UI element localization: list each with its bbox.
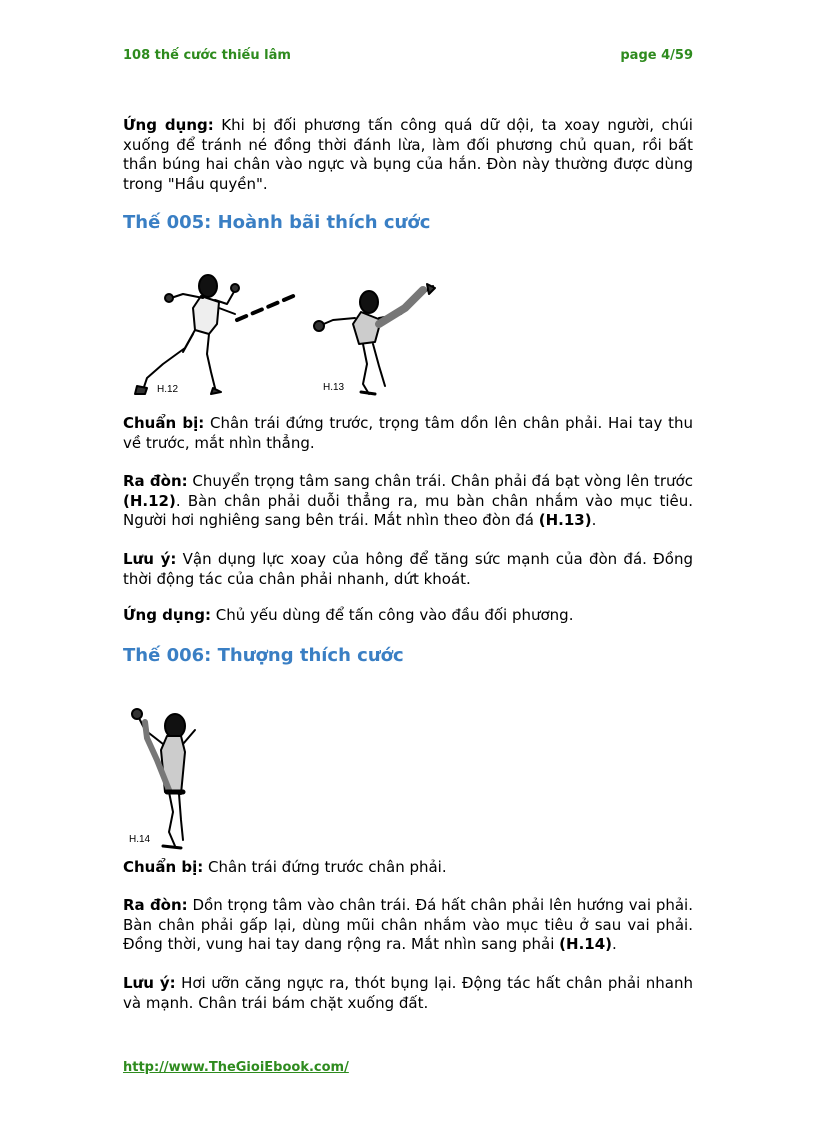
strike-paragraph-006 — [123, 896, 693, 955]
application-paragraph-004 — [123, 116, 693, 194]
book-title: 108 thế cước thiếu lâm — [123, 48, 291, 63]
prep-text: Chân trái đứng trước chân phải. — [203, 858, 447, 876]
strike-text-part3: . — [591, 511, 597, 529]
application-label: Ứng dụng: — [123, 116, 214, 134]
prep-text: Chân trái đứng trước, trọng tâm dồn lên chân phải. Hai tay thu về trước, mắt nhìn thẳng. — [123, 414, 693, 452]
strike-paragraph-005 — [123, 472, 693, 531]
application-paragraph-005 — [123, 606, 693, 626]
note-label: Lưu ý: — [123, 974, 176, 992]
strike-text-part2: . Bàn chân phải duỗi thẳng ra, mu bàn chân nhắm vào mục tiêu. Người hơi nghiêng sang bên trái. Mắt nhìn theo đòn đá — [123, 491, 693, 529]
note-label: Lưu ý: — [123, 550, 177, 568]
strike-text-part2: . — [612, 935, 617, 953]
strike-text-part1: Dồn trọng tâm vào chân trái. Đá hất chân phải lên hướng vai phải. Bàn chân phải gấp lại, dùng mũi chân nhắm vào mục tiêu ở sau vai phải. Đồng thời, vung hai tay dang rộng ra. Mắt nhìn sang phải — [123, 896, 693, 953]
figure-ref-h13: (H.13) — [538, 511, 592, 529]
prep-paragraph-005 — [123, 414, 693, 453]
figure-label-h14: H.14 — [129, 834, 151, 845]
application-text: Chủ yếu dùng để tấn công vào đầu đối phương. — [211, 606, 574, 624]
page-number: page 4/59 — [620, 48, 693, 63]
figure-h12-h13 — [123, 268, 443, 400]
prep-label: Chuẩn bị: — [123, 414, 205, 432]
strike-label: Ra đòn: — [123, 472, 188, 490]
application-text: Khi bị đối phương tấn công quá dữ dội, ta xoay người, chúi xuống để tránh né đồng thời đánh lừa, làm đối phương chủ quan, rồi bất thần búng hai chân vào ngực và bụng của hắn. Đòn này thường được dùng trong "Hầu quyền". — [123, 116, 693, 193]
kick-illustration-h14 — [123, 700, 213, 852]
application-label: Ứng dụng: — [123, 606, 212, 624]
figure-label-h13: H.13 — [323, 382, 345, 393]
figure-ref-h14: (H.14) — [559, 935, 612, 953]
section-heading-005: Thế 005: Hoành bãi thích cước — [123, 212, 431, 233]
figure-h14 — [123, 700, 213, 852]
kick-illustration-h12-h13 — [123, 268, 443, 400]
figure-ref-h12: (H.12) — [123, 491, 176, 510]
strike-text-part1: Chuyển trọng tâm sang chân trái. Chân phải đá bạt vòng lên trước — [187, 472, 693, 490]
note-paragraph-006 — [123, 974, 693, 1013]
prep-label: Chuẩn bị: — [123, 858, 204, 876]
section-heading-006: Thế 006: Thượng thích cước — [123, 645, 404, 666]
note-text: Vận dụng lực xoay của hông để tăng sức mạnh của đòn đá. Đồng thời động tác của chân phải nhanh, dứt khoát. — [123, 550, 693, 588]
footer-link[interactable]: http://www.TheGioiEbook.com/ — [123, 1060, 349, 1075]
note-paragraph-005 — [123, 550, 693, 589]
page-header — [123, 48, 693, 68]
prep-paragraph-006 — [123, 858, 693, 878]
figure-label-h12: H.12 — [157, 384, 179, 395]
note-text: Hơi ưỡn căng ngực ra, thót bụng lại. Động tác hất chân phải nhanh và mạnh. Chân trái bám chặt xuống đất. — [123, 974, 693, 1012]
strike-label: Ra đòn: — [123, 896, 188, 914]
